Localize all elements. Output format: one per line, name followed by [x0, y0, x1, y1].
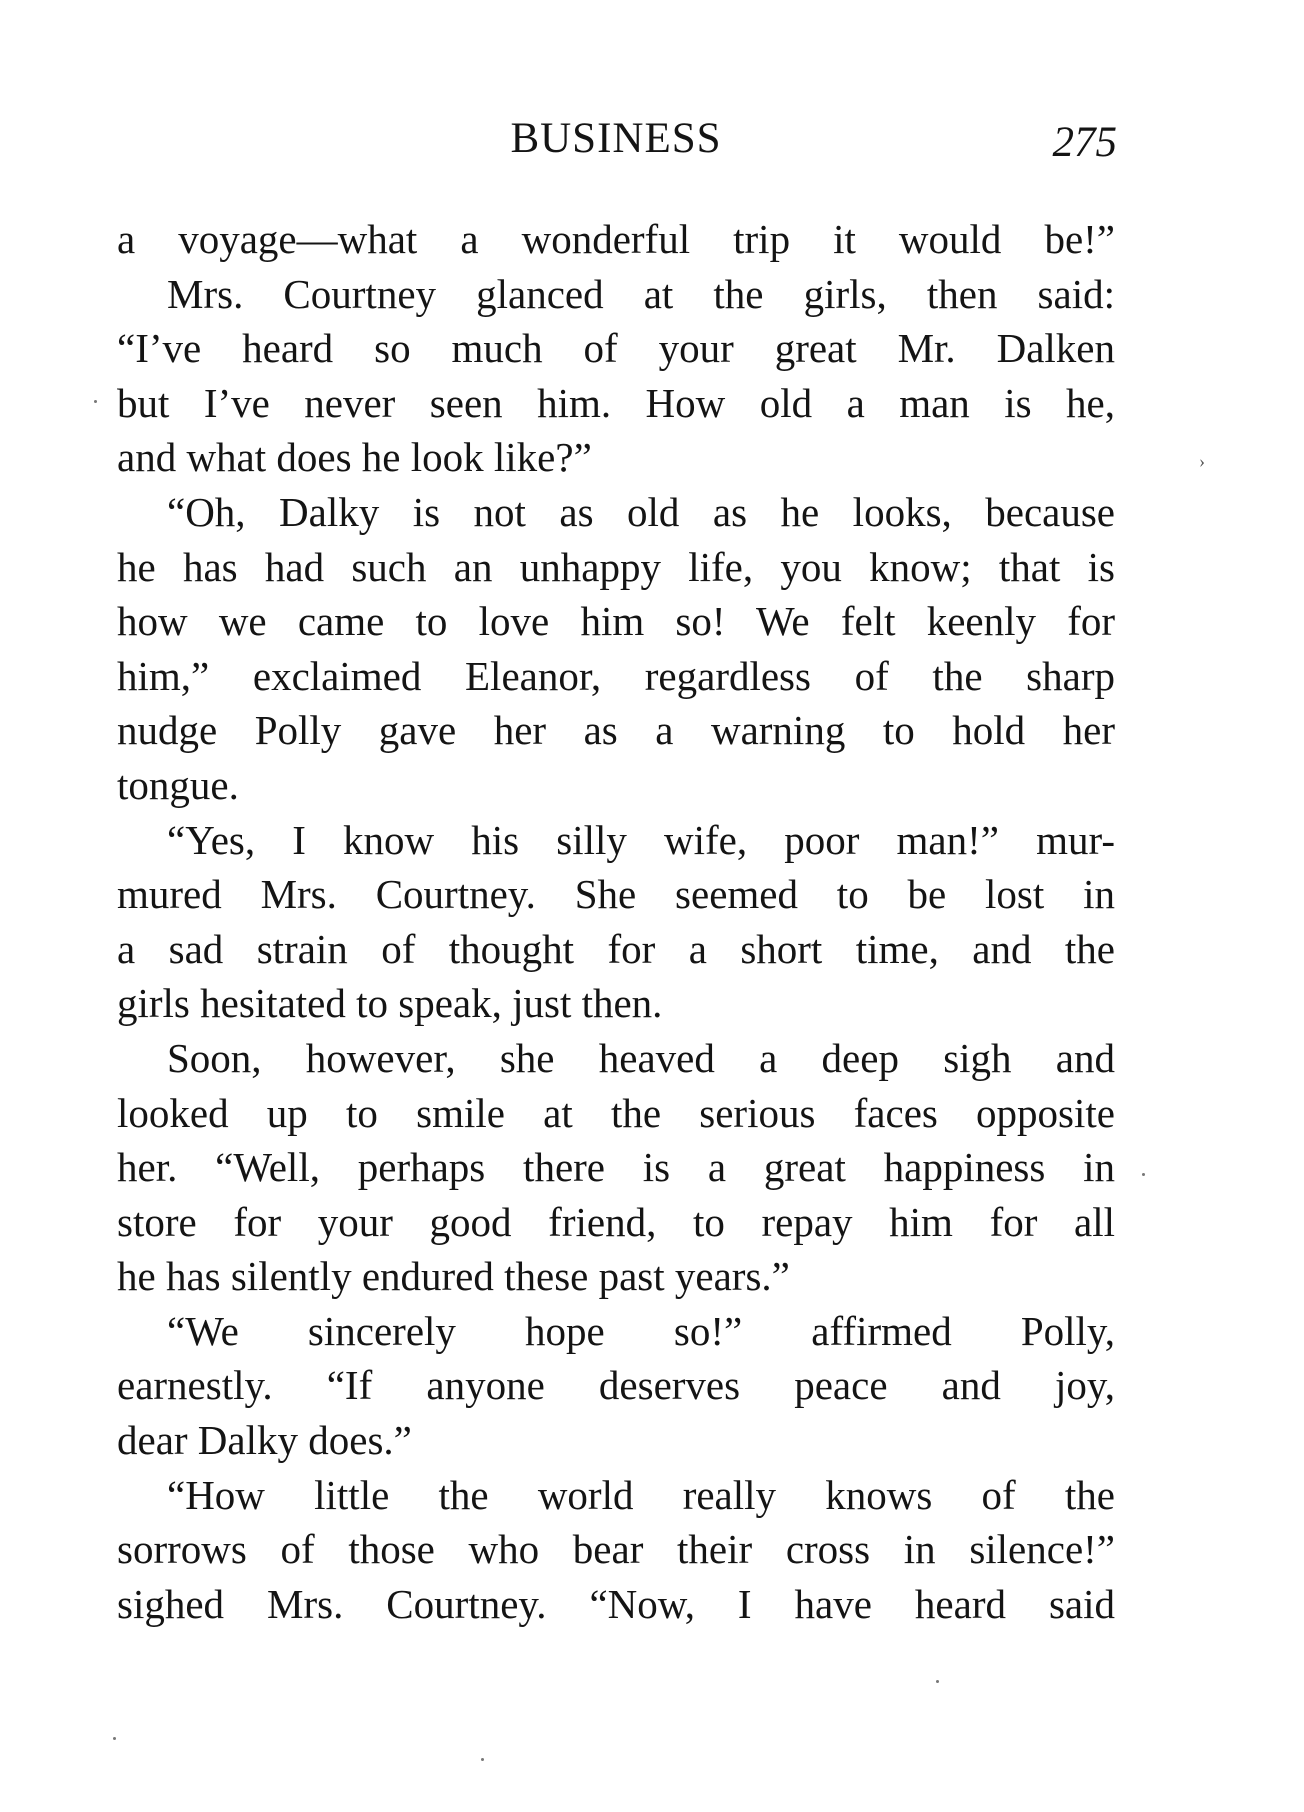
- text-line: Mrs. Courtney glanced at the girls, then said:: [167, 270, 1115, 317]
- scan-speck: [94, 400, 97, 403]
- text-line: sorrows of those who bear their cross in silence!”: [117, 1526, 1115, 1573]
- scan-speck: [113, 1737, 116, 1740]
- running-title: BUSINESS: [510, 115, 722, 162]
- scan-speck: [936, 1680, 939, 1683]
- text-line: and what does he look like?”: [117, 434, 592, 481]
- text-line: her. “Well, perhaps there is a great happiness in: [117, 1144, 1115, 1191]
- text-line: he has silently endured these past years.”: [117, 1253, 790, 1300]
- text-line: “I’ve heard so much of your great Mr. Dalken: [117, 325, 1115, 372]
- text-line: “How little the world really knows of the: [167, 1471, 1115, 1518]
- text-line: a sad strain of thought for a short time, and the: [117, 925, 1115, 972]
- text-line: “Yes, I know his silly wife, poor man!” mur-: [167, 816, 1115, 863]
- text-line: but I’ve never seen him. How old a man is he,: [117, 379, 1115, 426]
- text-line: mured Mrs. Courtney. She seemed to be lost in: [117, 871, 1115, 918]
- text-line: girls hesitated to speak, just then.: [117, 980, 663, 1027]
- text-line: dear Dalky does.”: [117, 1417, 412, 1464]
- text-line: store for your good friend, to repay him for all: [117, 1198, 1115, 1245]
- text-line: a voyage—what a wonderful trip it would be!”: [117, 216, 1115, 262]
- running-head: [117, 112, 1115, 172]
- scan-speck: [1142, 1173, 1145, 1176]
- text-line: “Oh, Dalky is not as old as he looks, because: [167, 488, 1115, 535]
- text-line: how we came to love him so! We felt keenly for: [117, 598, 1115, 645]
- text-line: nudge Polly gave her as a warning to hold her: [117, 707, 1115, 754]
- page-number: 275: [1052, 119, 1117, 166]
- text-line: earnestly. “If anyone deserves peace and joy,: [117, 1362, 1115, 1409]
- text-line: looked up to smile at the serious faces opposite: [117, 1089, 1115, 1136]
- text-line: Soon, however, she heaved a deep sigh and: [167, 1034, 1115, 1081]
- text-line: he has had such an unhappy life, you know; that is: [117, 543, 1115, 590]
- scan-speck: [481, 1758, 484, 1761]
- margin-mark: ›: [1199, 451, 1205, 471]
- text-line: “We sincerely hope so!” affirmed Polly,: [167, 1307, 1115, 1354]
- body-text: [117, 212, 1115, 1631]
- text-line: him,” exclaimed Eleanor, regardless of the sharp: [117, 652, 1115, 699]
- text-line: sighed Mrs. Courtney. “Now, I have heard said: [117, 1580, 1115, 1627]
- text-line: tongue.: [117, 761, 239, 808]
